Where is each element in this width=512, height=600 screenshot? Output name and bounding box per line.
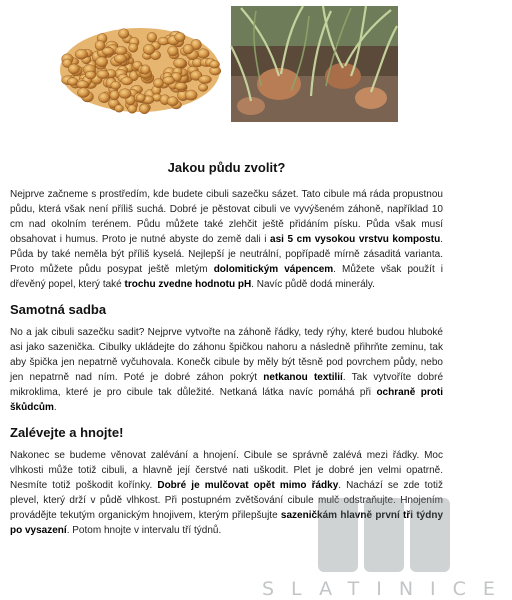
onion-set bbox=[139, 104, 149, 114]
onion-set bbox=[175, 33, 186, 42]
onion-set bbox=[158, 37, 169, 45]
onion-set bbox=[153, 79, 163, 88]
onion-set bbox=[97, 70, 109, 78]
onion-set bbox=[75, 49, 88, 59]
onion-set bbox=[163, 77, 175, 85]
onion-set bbox=[96, 57, 108, 67]
onion-set bbox=[128, 105, 137, 114]
onion-set bbox=[174, 58, 187, 68]
section-title-watering: Zalévejte a hnojte! bbox=[10, 425, 124, 440]
onion-set bbox=[114, 54, 127, 63]
onion-set bbox=[183, 44, 193, 54]
onion-set bbox=[210, 60, 220, 68]
onion-set bbox=[141, 65, 150, 75]
onion-set bbox=[199, 76, 212, 84]
onion-sets-image bbox=[58, 10, 222, 114]
onion-set bbox=[111, 81, 121, 89]
onion-set bbox=[99, 93, 110, 103]
section-title-soil: Jakou půdu zvolit? bbox=[167, 160, 286, 175]
onion-set bbox=[110, 90, 119, 100]
onion-set bbox=[185, 90, 197, 100]
section-title-planting: Samotná sadba bbox=[10, 302, 107, 317]
onion-set bbox=[68, 64, 79, 74]
onion-set bbox=[119, 89, 132, 99]
onion-set bbox=[129, 43, 138, 52]
watermark-text: SLATINICE bbox=[262, 578, 512, 600]
onion-garden-image bbox=[231, 6, 398, 122]
paragraph-watering: Nakonec se budeme věnovat zalévání a hnojení. Cibule se správně zalévá mezi řádky. Moc vlhkosti může totiž cibuli, a hlavně její čerstvé nati uškodit. Plet je dobré jen velmi opatrně. Nesmíte totiž poškodit kořínky. Dobré je mulčovat opět mimo řádky. Nachází se zde totiž plevel, který drží v půdě vlhkost. Při postupném zvětšování cibule mulč odstraňujte. Hnojením provádějte tekutým organickým hnojivem, kterým přilepšujte sazeničkám hlavně první tři týdny po vysazení. Potom hnojte v intervalu tří týdnů. bbox=[10, 450, 443, 536]
onion-set bbox=[198, 84, 207, 92]
paragraph-soil: Nejprve začneme s prostředím, kde budete cibuli sazečku sázet. Tato cibule má ráda propustnou půdu, která však není příliš suchá. Dobré je pěstovat cibuli ve vyvýšeném záhoně, například 10 cm nad okolním terénem. Půdu můžete také zlehčit ještě přidáním písku. Půda však musí obsahovat i humus. Proto je nutné abyste do země dali i asi 5 cm vysokou vrstvu kompostu. Půda by také neměla být příliš kyselá. Nejlepší je neutrální, popřípadě mírně zásaditá varianta. Proto můžete půdu posypat ještě mletým dolomitickým vápencem. Můžete však použít i dřevěný popel, který také trochu zvedne hodnotu pH. Navíc půdě dodá minerály. bbox=[10, 189, 444, 290]
paragraph-planting: No a jak cibuli sazečku sadit? Nejprve vytvořte na záhoně řádky, tedy rýhy, které budou hluboké asi jako sazenička. Cibulky ukládejte do záhonu špičkou nahoru a následně přihrňte zeminu, tak aby špička jen nepatrně vyčuhovala. Konečk cibule by měly být těsně pod povrchem půdy, nebo jen nepatrně nad ním. Poté je dobré záhon pokrýt netkanou textilií. Tak vytvoříte dobré mikroklima, které je pro cibule tak důležité. Netkaná látka navíc pomáhá při ochraně proti škůdcům. bbox=[10, 327, 444, 413]
onion-set bbox=[85, 71, 96, 79]
onion-set bbox=[115, 46, 127, 55]
onion-set bbox=[143, 44, 155, 55]
onion-set bbox=[175, 82, 187, 90]
article-content bbox=[10, 160, 443, 544]
onion-set bbox=[167, 97, 178, 106]
onion-set bbox=[77, 88, 89, 98]
header-images bbox=[0, 0, 453, 130]
onion-set bbox=[119, 29, 129, 39]
onion-set bbox=[147, 32, 157, 42]
onion-set bbox=[95, 40, 105, 50]
onion-set bbox=[121, 77, 133, 85]
onion-set bbox=[77, 81, 89, 89]
onion-set bbox=[168, 46, 179, 56]
onion-set bbox=[136, 94, 145, 102]
onion-set bbox=[115, 105, 124, 113]
onion-set bbox=[197, 49, 209, 59]
